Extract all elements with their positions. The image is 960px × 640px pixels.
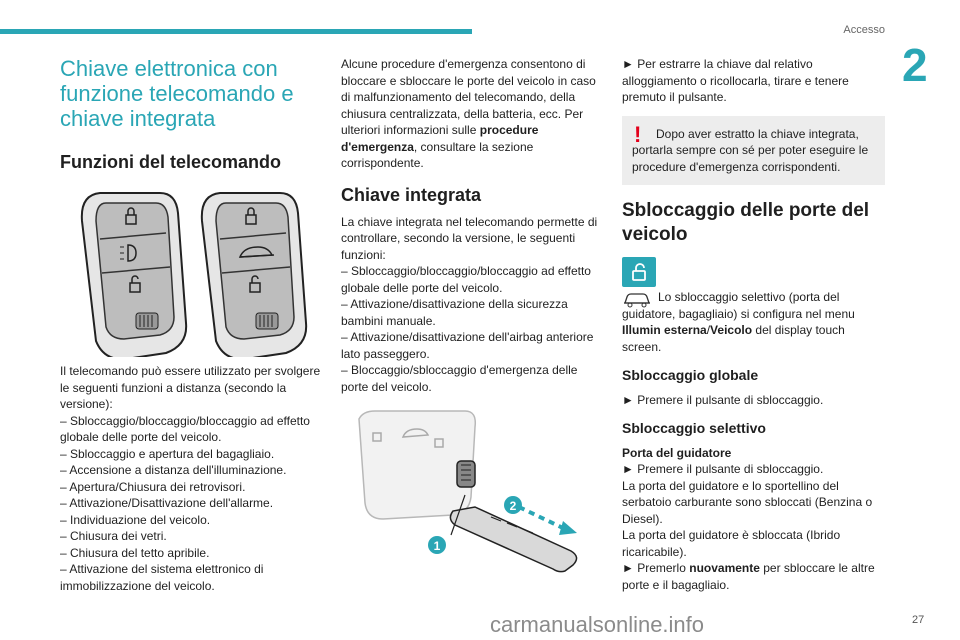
selective-note-fuel: La porta del guidatore e lo sportellino del serbatoio carburante sono sbloccati (Benzina o Diesel). (622, 478, 873, 526)
selective-note-hybrid: La porta del guidatore è sbloccata (Ibrido ricaricabile). (622, 528, 841, 559)
global-unlock-step: ► Premere il pulsante di sbloccaggio. (622, 392, 824, 407)
watermark: carmanualsonline.info (490, 612, 705, 637)
list-item: – Chiusura del tetto apribile. (60, 545, 210, 560)
column-1 (60, 56, 322, 594)
callout-badge-1 (428, 536, 446, 554)
selective-step-2: ► Premerlo nuovamente per sbloccare le altre porte e il bagagliaio. (622, 561, 875, 592)
section-heading-unlock: Sbloccaggio delle porte del veicolo (622, 200, 870, 245)
list-item: – Chiusura dei vetri. (60, 529, 167, 543)
driver-door-label: Porta del guidatore (622, 445, 732, 460)
remote-functions-list (60, 413, 322, 595)
header-accent-bar (0, 29, 472, 34)
heading-selective-unlock: Sbloccaggio selettivo (622, 420, 766, 436)
page-title: Chiave elettronica con funzione telecomando e chiave integrata (60, 56, 294, 131)
list-item: – Bloccaggio/sbloccaggio d'emergenza delle porte del veicolo. (341, 363, 578, 394)
extract-instruction: ► Per estrarre la chiave dal relativo alloggiamento o ricollocarla, tirare e tenere premuto il pulsante. (622, 57, 849, 104)
integrated-key-list (341, 263, 603, 395)
section-heading-integrated-key: Chiave integrata (341, 184, 482, 205)
list-item: – Sbloccaggio/bloccaggio/bloccaggio ad effetto globale delle porte del veicolo. (60, 413, 310, 444)
list-item: – Apertura/Chiusura dei retrovisori. (60, 479, 246, 494)
list-item: – Attivazione del sistema elettronico di immobilizzazione del veicolo. (60, 562, 264, 593)
svg-text:2: 2 (509, 499, 517, 513)
warning-text: Dopo aver estratto la chiave integrata, portarla sempre con sé per poter eseguire le procedure d'emergenza corrispondenti. (632, 126, 869, 174)
list-item: – Sbloccaggio e apertura del bagagliaio. (60, 446, 275, 461)
car-settings-icon (622, 289, 652, 314)
emergency-paragraph: Alcune procedure d'emergenza consentono di bloccare e sbloccare le porte del veicolo in caso di malfunzionamento del telecomando, della chiusura centralizzata, della batteria, ecc. Per ulteriori informazioni sulle procedure d'emergenza, consultare la sezione corrispondente. (341, 57, 596, 170)
remote-keys-illustration (60, 189, 322, 357)
selective-step-1: ► Premere il pulsante di sbloccaggio. (622, 462, 824, 476)
warning-icon: ! (634, 121, 642, 147)
remote-key-left (82, 193, 186, 357)
list-item: – Attivazione/disattivazione dell'airbag anteriore lato passeggero. (341, 330, 594, 361)
list-item: – Sbloccaggio/bloccaggio/bloccaggio ad effetto globale delle porte del veicolo. (341, 264, 591, 295)
warning-box (622, 116, 885, 186)
list-item: – Accensione a distanza dell'illuminazione. (60, 463, 287, 477)
list-item: – Individuazione del veicolo. (60, 512, 211, 527)
emergency-procedures-link: procedure d'emergenza (341, 123, 539, 154)
column-3 (622, 56, 885, 593)
section-heading-remote: Funzioni del telecomando (60, 152, 282, 172)
list-item: – Attivazione/disattivazione della sicurezza bambini manuale. (341, 297, 568, 328)
svg-text:1: 1 (433, 539, 441, 553)
integrated-key-intro: La chiave integrata nel telecomando permette di controllare, secondo la versione, le seguenti funzioni: (341, 214, 598, 262)
unlock-button-icon (622, 257, 656, 287)
remote-key-right (202, 193, 306, 357)
callout-badge-2 (504, 496, 522, 514)
remote-intro: Il telecomando può essere utilizzato per svolgere le seguenti funzioni a distanza (secondo la versione): (60, 364, 321, 411)
chapter-number: 2 (902, 39, 928, 91)
integrated-key-illustration (341, 405, 603, 577)
section-label: Accesso (843, 24, 885, 36)
heading-global-unlock: Sbloccaggio globale (622, 367, 759, 383)
selective-unlock-config: Lo sbloccaggio selettivo (porta del guidatore, bagagliaio) si configura nel menu Illumin esterna/Veicolo del display touch screen. (622, 290, 855, 354)
column-2 (341, 56, 603, 577)
list-item: – Attivazione/Disattivazione dell'allarme. (60, 496, 274, 510)
page-number: 27 (912, 614, 925, 626)
